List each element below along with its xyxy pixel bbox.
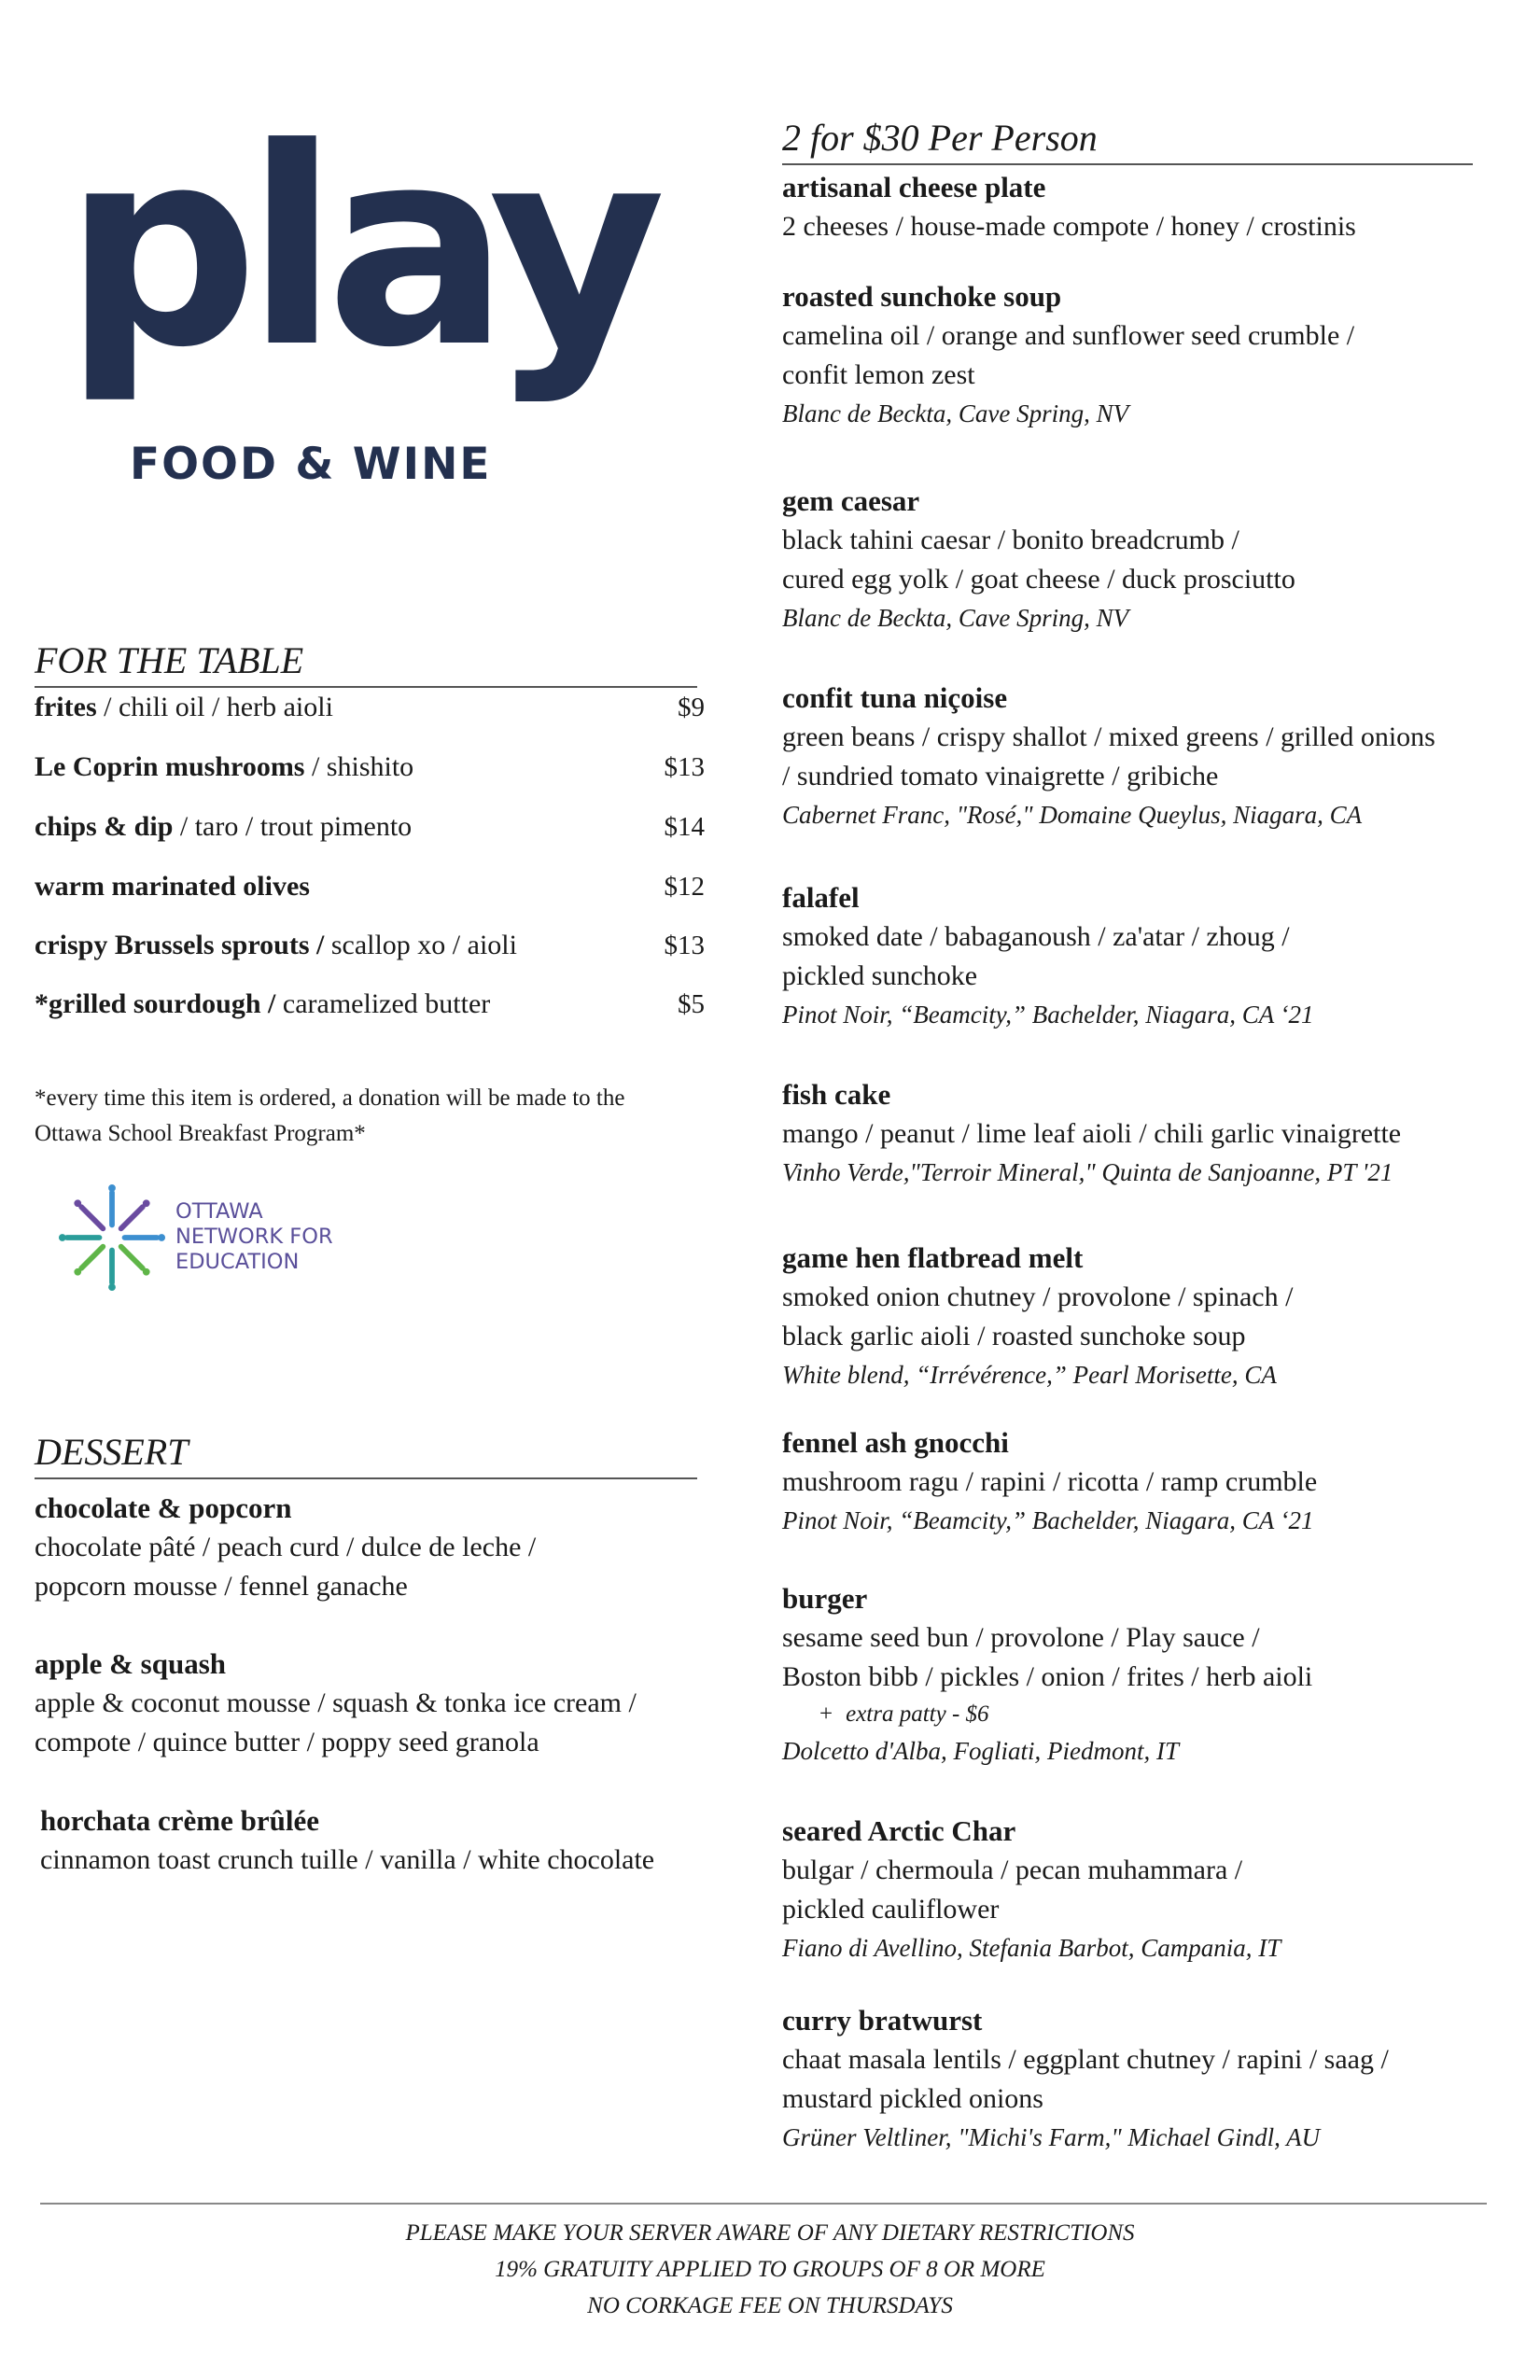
dish-name: confit tuna niçoise [782, 681, 1008, 714]
dessert-desc: apple & coconut mousse / squash & tonka ice cream / [35, 1687, 637, 1718]
menu-dish [782, 2001, 1540, 2156]
footer-line: 19% GRATUITY APPLIED TO GROUPS OF 8 OR MORE [495, 2257, 1045, 2282]
item-price: $14 [664, 812, 705, 842]
table-item [35, 810, 705, 844]
item-price: $5 [678, 989, 705, 1019]
dessert-item [35, 1489, 744, 1606]
table-item [35, 750, 705, 784]
item-desc: scallop xo / aioli [324, 930, 517, 960]
item-desc: / taro / trout pimento [173, 811, 413, 842]
table-item [35, 691, 705, 724]
item-desc: / chili oil / herb aioli [96, 692, 333, 722]
table-item [35, 987, 705, 1021]
item-price: $9 [678, 693, 705, 722]
extra-option-text: extra patty - $6 [846, 1701, 989, 1727]
menu-dish [782, 1579, 1540, 1770]
donation-note-line: Ottawa School Breakfast Program* [35, 1121, 366, 1146]
dessert-item [35, 1645, 744, 1762]
menu-dish [782, 1075, 1540, 1191]
menu-dish [782, 277, 1540, 432]
dish-desc: / sundried tomato vinaigrette / gribiche [782, 761, 1219, 791]
for-the-table-heading: FOR THE TABLE [35, 639, 304, 681]
item-name: chips & dip [35, 811, 174, 842]
prix-fixe-rule [782, 163, 1473, 165]
item-price: $13 [664, 752, 705, 782]
dish-desc: black tahini caesar / bonito breadcrumb / [782, 525, 1239, 555]
dessert-desc: compote / quince butter / poppy seed granola [35, 1727, 539, 1757]
donation-note [35, 1081, 744, 1152]
dish-desc: smoked date / babaganoush / za'atar / zhoug / [782, 921, 1290, 952]
dish-desc: cured egg yolk / goat cheese / duck prosciutto [782, 564, 1295, 595]
item-price: $12 [664, 872, 705, 902]
dish-desc: mushroom ragu / rapini / ricotta / ramp crumble [782, 1466, 1318, 1497]
dish-desc: Boston bibb / pickles / onion / frites / herb aioli [782, 1661, 1313, 1692]
wine-pairing: Dolcetto d'Alba, Fogliati, Piedmont, IT [782, 1737, 1179, 1765]
dish-desc: mango / peanut / lime leaf aioli / chili garlic vinaigrette [782, 1118, 1402, 1149]
menu-dish [782, 679, 1540, 833]
dish-desc: chaat masala lentils / eggplant chutney / rapini / saag / [782, 2044, 1389, 2075]
dessert-name: chocolate & popcorn [35, 1491, 292, 1524]
item-desc: / shishito [304, 751, 414, 782]
dish-desc: camelina oil / orange and sunflower seed crumble / [782, 320, 1355, 351]
item-name: warm marinated olives [35, 871, 310, 902]
wine-pairing: Cabernet Franc, "Rosé," Domaine Queylus, Niagara, CA [782, 801, 1363, 829]
dish-desc: green beans / crispy shallot / mixed greens / grilled onions [782, 721, 1435, 752]
dish-name: fish cake [782, 1078, 891, 1111]
item-name: Le Coprin mushrooms [35, 751, 305, 782]
dessert-name: horchata crème brûlée [40, 1804, 319, 1837]
item-name: frites [35, 692, 97, 722]
dish-desc: bulgar / chermoula / pecan muhammara / [782, 1855, 1243, 1885]
dish-name: artisanal cheese plate [782, 171, 1046, 203]
for-the-table-rule [35, 686, 697, 688]
wine-pairing: Blanc de Beckta, Cave Spring, NV [782, 399, 1129, 427]
menu-dish [782, 1812, 1540, 1967]
dish-name: curry bratwurst [782, 2004, 983, 2037]
education-logo-line: NETWORK FOR [175, 1225, 333, 1249]
wine-pairing: White blend, “Irrévérence,” Pearl Morisette, CA [782, 1361, 1277, 1389]
dessert-name: apple & squash [35, 1647, 227, 1680]
dish-desc: sesame seed bun / provolone / Play sauce / [782, 1622, 1260, 1653]
dish-name: gem caesar [782, 484, 920, 517]
wine-pairing: Blanc de Beckta, Cave Spring, NV [782, 604, 1129, 632]
restaurant-logo-subtitle: FOOD & WINE [130, 439, 492, 490]
dish-desc: pickled cauliflower [782, 1894, 1000, 1925]
dessert-desc: chocolate pâté / peach curd / dulce de leche / [35, 1532, 537, 1562]
education-logo-line: OTTAWA [175, 1199, 263, 1224]
prix-fixe-heading: 2 for $30 Per Person [782, 117, 1098, 159]
menu-dish [782, 482, 1540, 637]
table-item [35, 929, 705, 962]
wine-pairing: Grüner Veltliner, "Michi's Farm," Michael Gindl, AU [782, 2123, 1321, 2151]
dish-name: fennel ash gnocchi [782, 1426, 1009, 1459]
item-name: *grilled sourdough / [35, 988, 276, 1019]
wine-pairing: Pinot Noir, “Beamcity,” Bachelder, Niagara, CA ‘21 [782, 1506, 1314, 1534]
dish-name: roasted sunchoke soup [782, 280, 1062, 313]
dish-extra-option [782, 1697, 1540, 1732]
wine-pairing: Vinho Verde,"Terroir Mineral," Quinta de Sanjoanne, PT '21 [782, 1158, 1393, 1186]
starburst-icon [58, 1183, 166, 1292]
menu-dish [782, 878, 1540, 1033]
restaurant-logo-wordmark: play [63, 90, 653, 407]
dessert-rule [35, 1477, 697, 1479]
dessert-item [40, 1801, 749, 1880]
item-desc: caramelized butter [275, 988, 491, 1019]
dish-name: seared Arctic Char [782, 1814, 1016, 1847]
dish-desc: black garlic aioli / roasted sunchoke soup [782, 1321, 1246, 1351]
dessert-desc: popcorn mousse / fennel ganache [35, 1571, 408, 1602]
dish-name: game hen flatbread melt [782, 1241, 1084, 1274]
education-logo-text [175, 1199, 333, 1275]
footer-notice [0, 2215, 1540, 2324]
wine-pairing: Pinot Noir, “Beamcity,” Bachelder, Niagara, CA ‘21 [782, 1001, 1314, 1029]
menu-dish [782, 168, 1540, 246]
dish-desc: mustard pickled onions [782, 2083, 1043, 2114]
dish-desc: smoked onion chutney / provolone / spinach / [782, 1281, 1294, 1312]
menu-dish [782, 1423, 1540, 1539]
dish-desc: 2 cheeses / house-made compote / honey / crostinis [782, 211, 1356, 242]
table-item [35, 870, 705, 903]
footer-line: PLEASE MAKE YOUR SERVER AWARE OF ANY DIETARY RESTRICTIONS [405, 2220, 1135, 2246]
wine-pairing: Fiano di Avellino, Stefania Barbot, Campania, IT [782, 1934, 1281, 1962]
plus-icon: + [819, 1701, 833, 1727]
dish-desc: pickled sunchoke [782, 960, 978, 991]
footer-rule [40, 2203, 1487, 2205]
dish-desc: confit lemon zest [782, 359, 975, 390]
menu-dish [782, 1239, 1540, 1393]
footer-line: NO CORKAGE FEE ON THURSDAYS [587, 2293, 953, 2318]
dessert-heading: DESSERT [35, 1431, 189, 1473]
donation-note-line: *every time this item is ordered, a donation will be made to the [35, 1085, 625, 1111]
item-name: crispy Brussels sprouts / [35, 930, 325, 960]
dish-name: burger [782, 1582, 868, 1615]
dessert-desc: cinnamon toast crunch tuille / vanilla / white chocolate [40, 1844, 655, 1875]
item-price: $13 [664, 931, 705, 960]
dish-name: falafel [782, 881, 860, 914]
education-logo-line: EDUCATION [175, 1250, 300, 1274]
